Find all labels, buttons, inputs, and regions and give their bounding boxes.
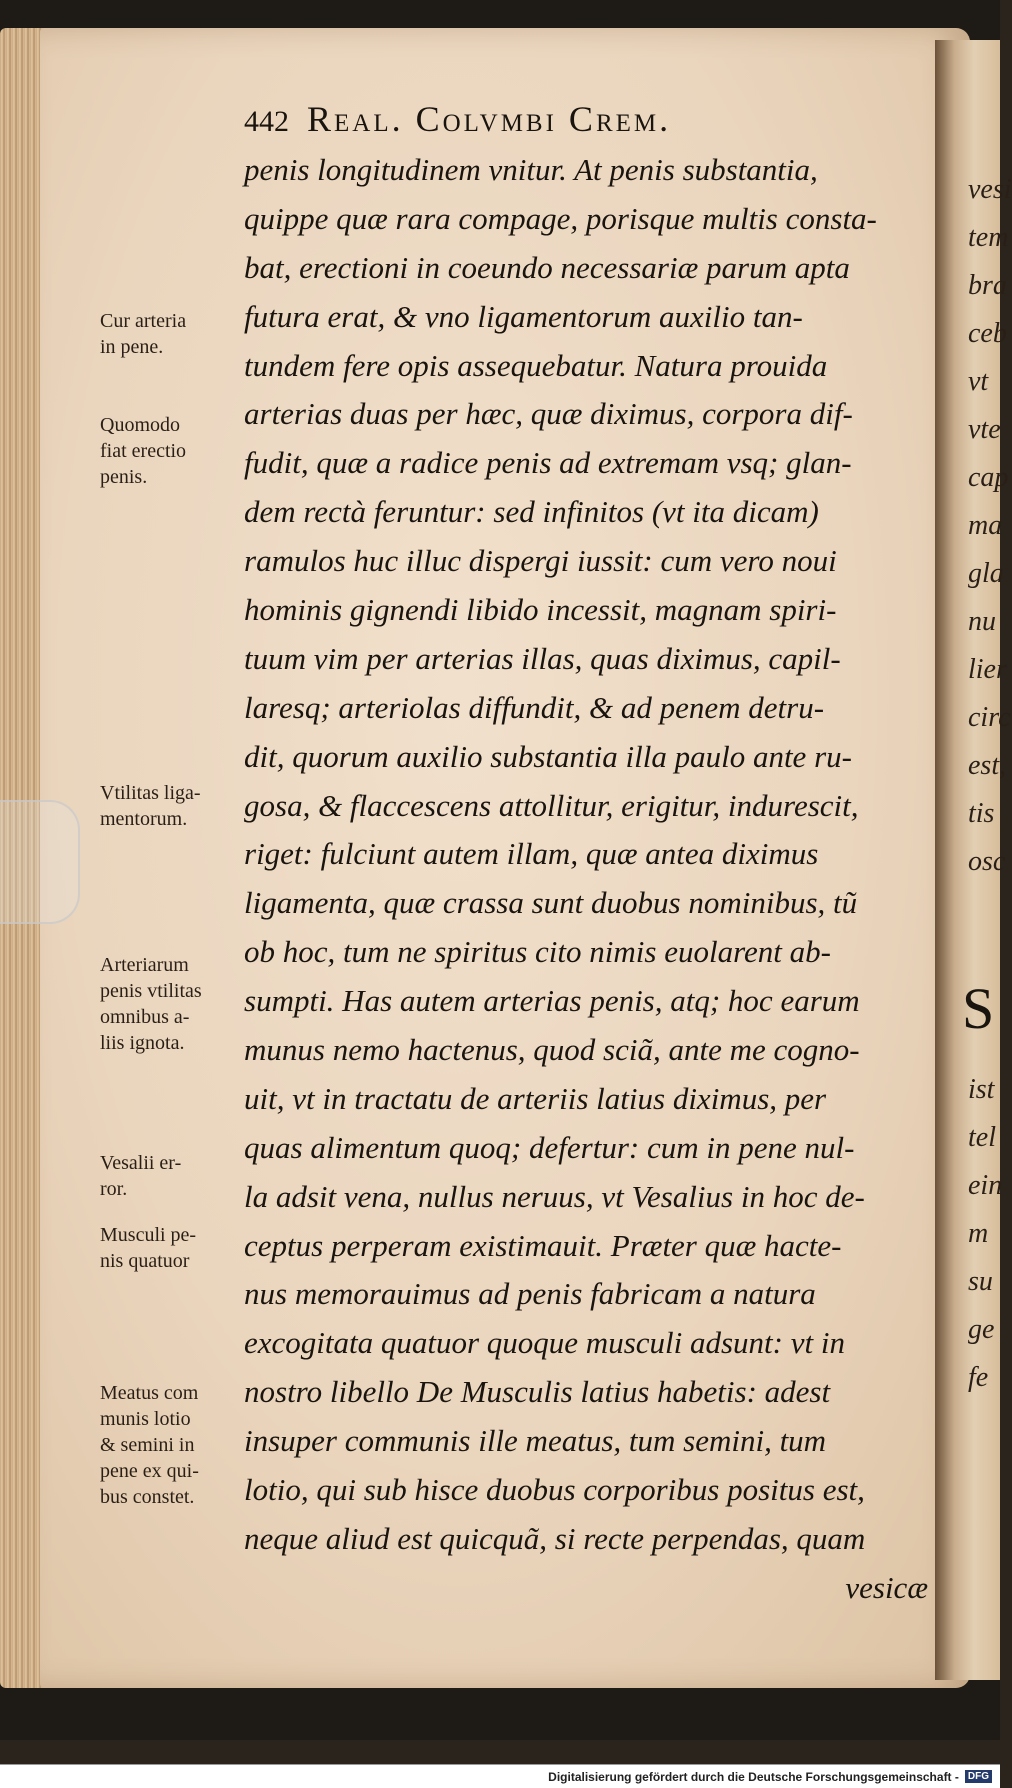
page-header (244, 98, 884, 148)
margin-note (100, 1150, 250, 1202)
dfg-logo: DFG (965, 1770, 992, 1783)
margin-note-line: mentorum. (100, 808, 188, 830)
facing-page-fragment: fe (968, 1362, 989, 1393)
text-line: nus memorauimus ad penis fabricam a natura (244, 1276, 816, 1312)
text-line: penis longitudinem vnitur. At penis substantia, (244, 152, 818, 187)
footer-credit: Digitalisierung gefördert durch die Deutsche Forschungsgemeinschaft - (548, 1769, 959, 1784)
margin-note (100, 780, 250, 832)
facing-page-fragment: vte (968, 414, 1001, 445)
margin-note-line: bus constet. (100, 1486, 195, 1508)
facing-page-fragment: vt (968, 366, 989, 397)
page-number: 442 (244, 105, 289, 138)
facing-page-fragment: tis (968, 798, 995, 829)
text-line: bat, erectioni in coeundo necessariæ parum apta (244, 249, 850, 285)
facing-page-fragment: vesi (968, 174, 1012, 205)
margin-note-line: Cur arteria (100, 310, 187, 332)
facing-page-fragment: tel (968, 1122, 996, 1153)
running-title: Real. Colvmbi Crem. (307, 99, 672, 139)
text-line: lotio, qui sub hisce duobus corporibus positus est, (244, 1472, 865, 1508)
text-line: ceptus perperam existimauit. Præter quæ hacte- (244, 1227, 842, 1263)
text-line: futura erat, & vno ligamentorum auxilio tan- (244, 298, 803, 334)
margin-note-line: munis lotio (100, 1408, 191, 1430)
margin-note-line: penis. (100, 466, 148, 488)
margin-note-line: Meatus com (100, 1382, 199, 1404)
facing-page-fragment: osc (968, 846, 1006, 877)
text-line: insuper communis ille meatus, tum semini, tum (244, 1423, 827, 1459)
margin-note-line: omnibus a- (100, 1006, 190, 1028)
margin-note-line: nis quatuor (100, 1250, 190, 1272)
text-line: arterias duas per hæc, quæ diximus, corpora dif- (244, 396, 853, 432)
facing-page-fragment: tem (968, 222, 1009, 253)
facing-page-fragment: bra (968, 270, 1007, 301)
text-line: riget: fulciunt autem illam, quæ antea diximus (244, 836, 819, 872)
text-line: gosa, & flaccescens attollitur, erigitur, indurescit, (244, 787, 859, 823)
text-line: sumpti. Has autem arterias penis, atq; hoc earum (244, 983, 860, 1019)
text-line: laresq; arteriolas diffundit, & ad penem detru- (244, 689, 825, 725)
margin-note-line: penis vtilitas (100, 980, 202, 1002)
text-line: neque aliud est quicquã, si recte perpendas, quam (244, 1520, 866, 1556)
text-line: uit, vt in tractatu de arteriis latius diximus, per (244, 1080, 827, 1116)
margin-note (100, 1222, 250, 1274)
margin-note-line: liis ignota. (100, 1032, 185, 1054)
facing-page-fragment: nu (968, 606, 996, 637)
margin-note (100, 308, 250, 360)
text-line: dit, quorum auxilio substantia illa paulo ante ru- (244, 738, 852, 774)
facing-page-fragment: su (968, 1266, 993, 1297)
facing-page-fragment: ma (968, 510, 1003, 541)
text-line: nostro libello De Musculis latius habetis: adest (244, 1374, 831, 1410)
text-line: quas alimentum quoq; defertur: cum in pene nul- (244, 1129, 855, 1165)
facing-page-initial: S (962, 976, 995, 1041)
facing-page-fragment: est, (968, 750, 1007, 781)
page-clip (0, 800, 80, 924)
margin-note (100, 1380, 250, 1510)
margin-note-line: pene ex qui- (100, 1460, 199, 1482)
margin-note-line: Quomodo (100, 414, 180, 436)
margin-note (100, 412, 250, 490)
margin-note-line: Musculi pe- (100, 1224, 197, 1246)
main-text-block (244, 146, 938, 1613)
text-line: hominis gignendi libido incessit, magnam spiri- (244, 592, 837, 628)
text-line: munus nemo hactenus, quod sciã, ante me cogno- (244, 1032, 860, 1068)
margin-note (100, 952, 250, 1056)
text-line: quippe quæ rara compage, porisque multis consta- (244, 200, 877, 236)
text-line: dem rectà feruntur: sed infinitos (vt ita dicam) (244, 494, 819, 530)
margin-note-line: in pene. (100, 336, 164, 358)
margin-note-line: & semini in (100, 1434, 195, 1456)
facing-page-fragment: ist (968, 1074, 995, 1105)
text-line: excogitata quatuor quoque musculi adsunt: vt in (244, 1325, 845, 1361)
catchword: vesicæ (845, 1569, 928, 1605)
margin-note-line: ror. (100, 1178, 128, 1200)
text-line: ramulos huc illuc dispergi iussit: cum vero noui (244, 543, 837, 579)
margin-note-line: fiat erectio (100, 440, 187, 462)
margin-note-line: Arteriarum (100, 954, 189, 976)
footer-bar (0, 1764, 1000, 1788)
facing-page-fragment: ceb (968, 318, 1007, 349)
margin-note-line: Vesalii er- (100, 1152, 182, 1174)
facing-page-fragment: ge (968, 1314, 995, 1345)
facing-page-fragment: circ (968, 702, 1011, 733)
text-line: tundem fere opis assequebatur. Natura prouida (244, 347, 828, 383)
facing-page-fragment: m (968, 1218, 989, 1249)
facing-page-fragment: lier (968, 654, 1007, 685)
facing-page-fragment: ein (968, 1170, 1003, 1201)
margin-note-line: Vtilitas liga- (100, 782, 201, 804)
facing-page-fragment: gla (968, 558, 1004, 589)
facing-page-fragment: cap (968, 462, 1009, 493)
text-line: ob hoc, tum ne spiritus cito nimis euolarent ab- (244, 934, 831, 970)
text-line: fudit, quæ a radice penis ad extremam vsq; glan- (244, 445, 852, 481)
text-line: tuum vim per arterias illas, quas diximus, capil- (244, 640, 841, 676)
text-line: la adsit vena, nullus neruus, vt Vesalius in hoc de- (244, 1178, 865, 1214)
text-line: ligamenta, quæ crassa sunt duobus nominibus, tũ (244, 885, 858, 921)
